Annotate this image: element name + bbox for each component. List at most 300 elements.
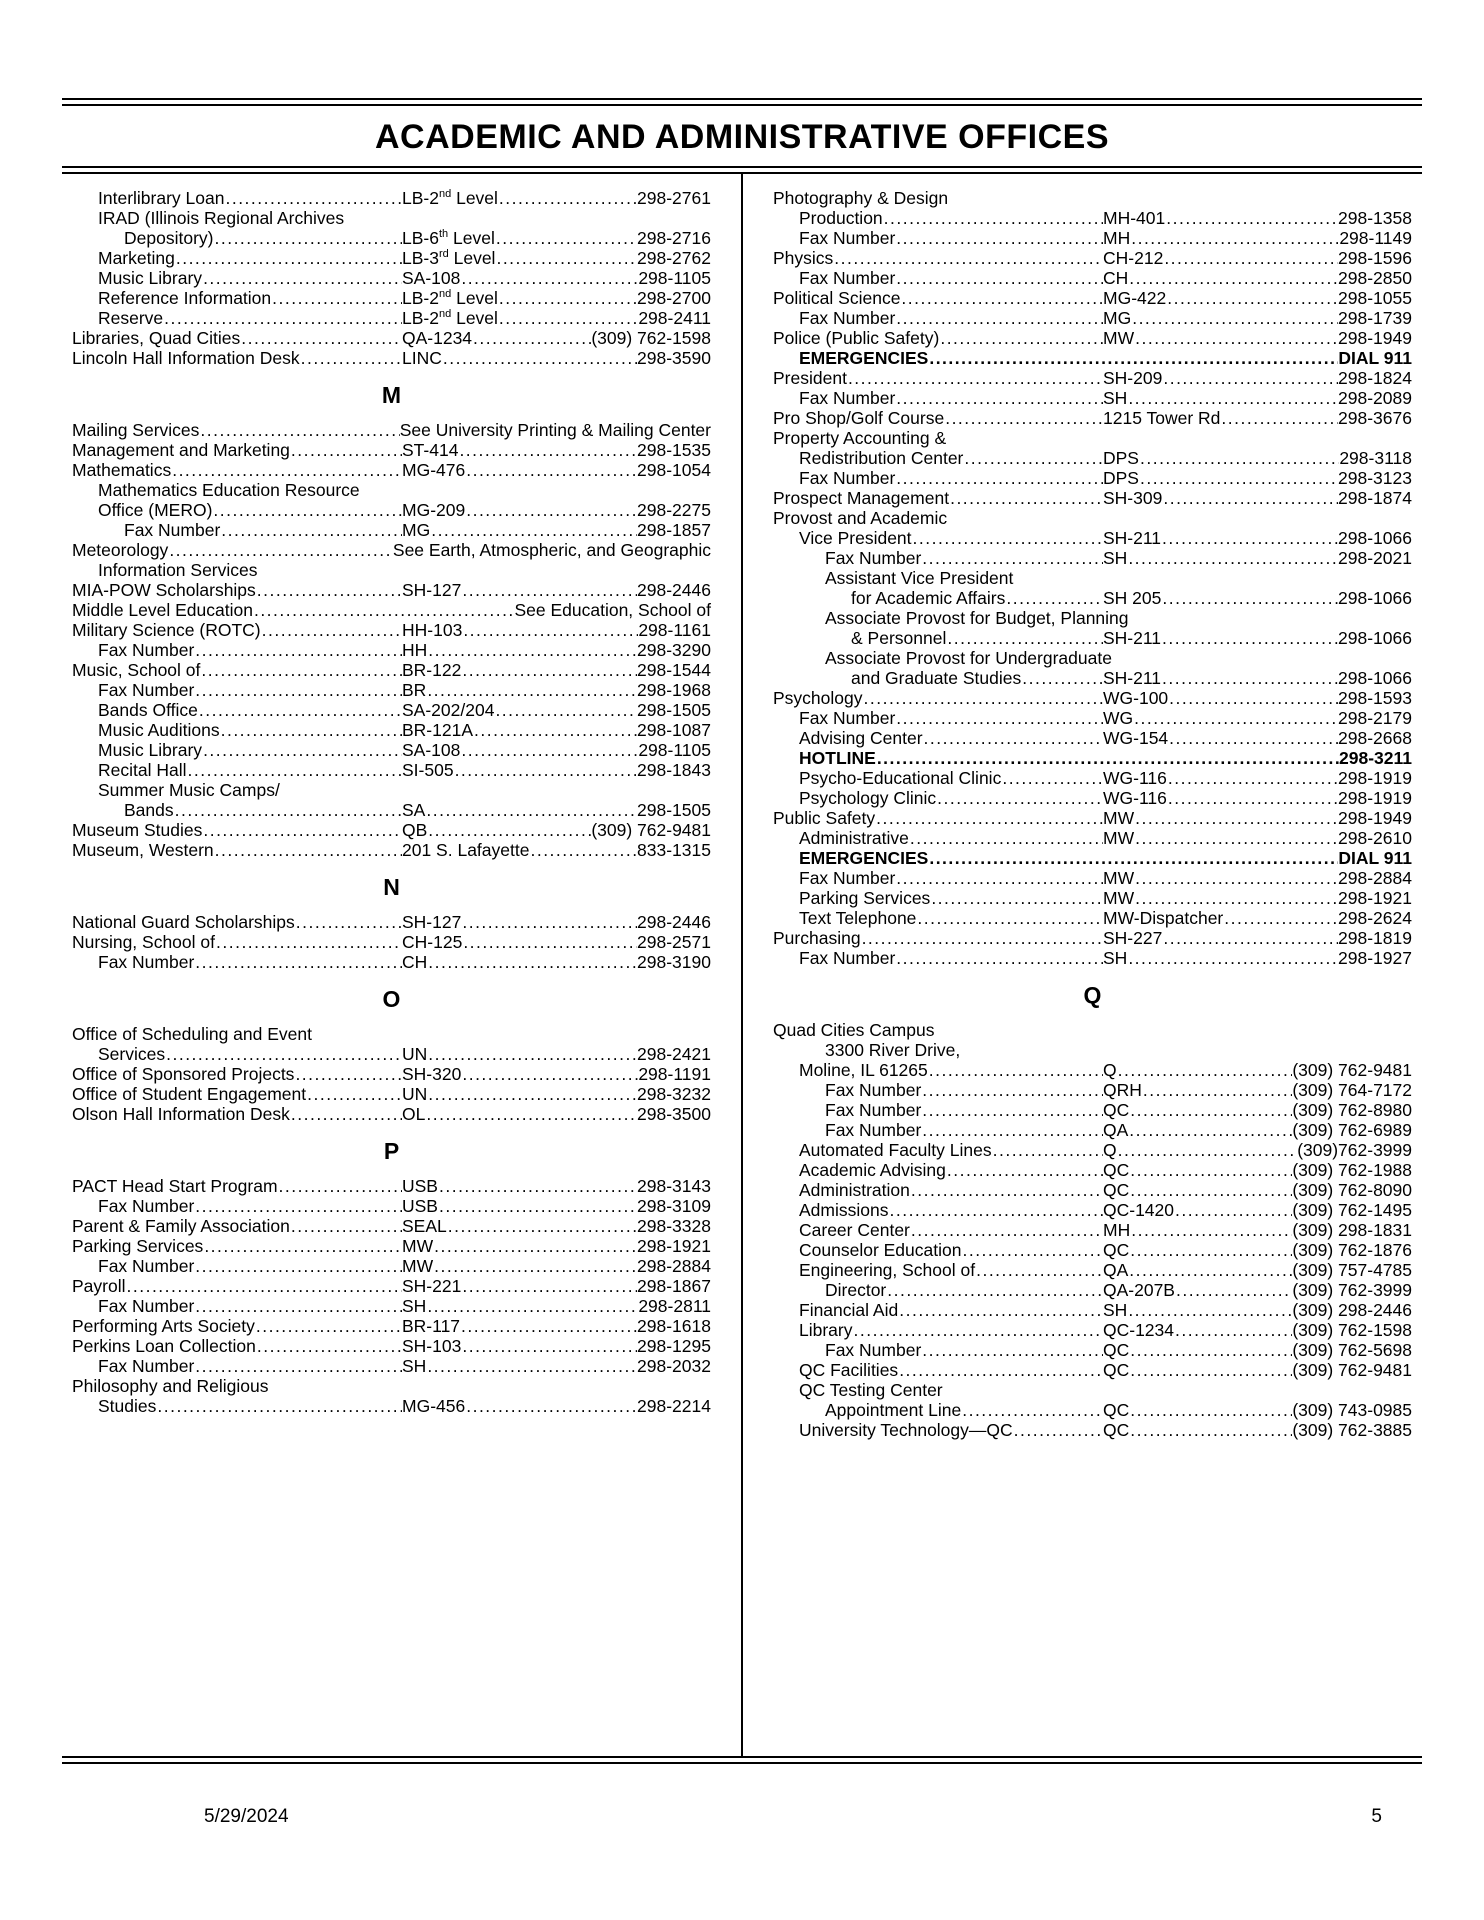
dot-leader	[198, 700, 402, 720]
directory-entry	[72, 308, 711, 328]
dot-leader	[1162, 368, 1338, 388]
entry-label: Physics	[773, 248, 834, 268]
entry-label: Redistribution Center	[799, 448, 964, 468]
title-rule	[62, 166, 1422, 174]
entry-location: SH-211	[1103, 668, 1162, 688]
dot-leader	[220, 720, 402, 740]
entry-label: Summer Music Camps/	[98, 780, 280, 800]
directory-entry	[773, 1140, 1412, 1160]
entry-phone: 298-1054	[637, 460, 711, 480]
entry-left-section	[773, 628, 1103, 648]
entry-label: Fax Number	[98, 1196, 195, 1216]
dot-leader	[454, 760, 637, 780]
entry-location: SH-221	[402, 1276, 462, 1296]
entry-location: CH	[1103, 268, 1129, 288]
directory-entry	[773, 288, 1412, 308]
entry-left-section	[72, 1336, 402, 1356]
entry-phone: 298-1105	[638, 268, 711, 288]
entry-location: MW	[1103, 888, 1135, 908]
entry-label: Psychology Clinic	[799, 788, 937, 808]
directory-entry	[773, 888, 1412, 908]
dot-leader	[498, 288, 637, 308]
entry-phone: 298-1739	[1338, 308, 1412, 328]
entry-left-section	[773, 208, 1103, 228]
entry-left-section	[72, 740, 402, 760]
entry-left-section	[773, 308, 1103, 328]
entry-location: LB-2nd Level	[402, 308, 498, 328]
dot-leader	[215, 932, 402, 952]
entry-phone: 298-1824	[1338, 368, 1412, 388]
entry-location: WG-100	[1103, 688, 1169, 708]
entry-phone: (309) 762-1876	[1292, 1240, 1412, 1260]
section-header: N	[383, 874, 400, 900]
entry-location: WG-154	[1103, 728, 1169, 748]
entry-location: QC	[1103, 1360, 1130, 1380]
entry-phone: 298-1618	[637, 1316, 711, 1336]
entry-phone: (309) 762-5698	[1292, 1340, 1412, 1360]
directory-entry	[773, 188, 1412, 208]
dot-leader	[1128, 268, 1338, 288]
entry-phone: 298-1505	[637, 800, 711, 820]
entry-location: SH-227	[1103, 928, 1163, 948]
dot-leader	[1134, 868, 1338, 888]
dot-leader	[1139, 448, 1339, 468]
entry-label: Museum, Western	[72, 840, 214, 860]
entry-location: CH-125	[402, 932, 463, 952]
directory-entry	[72, 1376, 711, 1396]
dot-leader	[1133, 708, 1338, 728]
entry-phone: 298-1087	[637, 720, 711, 740]
entry-left-section	[773, 228, 1103, 248]
entry-left-section	[773, 1280, 1103, 1300]
entry-phone: 298-3118	[1339, 448, 1412, 468]
dot-leader	[174, 800, 402, 820]
dot-leader	[427, 952, 637, 972]
dot-leader	[1130, 1220, 1292, 1240]
entry-location: SH-211	[1103, 528, 1162, 548]
directory-entry	[72, 1084, 711, 1104]
entry-label: Olson Hall Information Desk	[72, 1104, 290, 1124]
entry-label: Property Accounting &	[773, 428, 947, 448]
dot-leader	[1129, 1100, 1292, 1120]
directory-entry	[773, 668, 1412, 688]
directory-entry	[773, 1320, 1412, 1340]
directory-entry	[773, 528, 1412, 548]
section-header: P	[383, 1138, 400, 1164]
entry-location: QA-1234	[402, 328, 473, 348]
entry-location: MG-476	[402, 460, 466, 480]
directory-entry	[72, 328, 711, 348]
entry-label: Office of Scheduling and Event	[72, 1024, 312, 1044]
entry-phone: (309) 743-0985	[1292, 1400, 1412, 1420]
dot-leader	[461, 1276, 637, 1296]
dot-leader	[175, 248, 402, 268]
entry-phone: 298-1358	[1338, 208, 1412, 228]
dot-leader	[928, 348, 1338, 368]
entry-phone: 298-1857	[637, 520, 711, 540]
dot-leader	[961, 1400, 1103, 1420]
entry-location: BR	[402, 680, 427, 700]
directory-entry	[72, 460, 711, 480]
dot-leader	[1161, 588, 1338, 608]
dot-leader	[430, 520, 637, 540]
entry-left-section	[72, 460, 402, 480]
entry-label: 3300 River Drive,	[825, 1040, 961, 1060]
dot-leader	[187, 760, 403, 780]
entry-label: QC Testing Center	[799, 1380, 943, 1400]
entry-phone: 298-1066	[1338, 528, 1412, 548]
dot-leader	[1129, 1400, 1292, 1420]
entry-phone: 298-2700	[637, 288, 711, 308]
entry-label: Fax Number	[825, 548, 922, 568]
directory-entry	[773, 488, 1412, 508]
directory-entry	[72, 780, 711, 800]
directory-entry	[72, 1396, 711, 1416]
dot-leader	[425, 1104, 637, 1124]
directory-entry	[773, 208, 1412, 228]
entry-phone: 298-1819	[1338, 928, 1412, 948]
entry-left-section	[773, 728, 1103, 748]
dot-leader	[921, 1120, 1103, 1140]
dot-leader	[1167, 788, 1338, 808]
dot-leader	[847, 368, 1103, 388]
entry-label: Recital Hall	[98, 760, 187, 780]
entry-phone: 298-2811	[638, 1296, 711, 1316]
directory-entry	[72, 620, 711, 640]
dot-leader	[529, 840, 637, 860]
directory-entry	[773, 1040, 1412, 1060]
entry-phone: 298-1919	[1338, 768, 1412, 788]
entry-location: SEAL	[402, 1216, 447, 1236]
entry-left-section	[773, 808, 1103, 828]
directory-entry	[773, 1160, 1412, 1180]
dot-leader	[494, 700, 637, 720]
entry-phone: 298-2421	[637, 1044, 711, 1064]
dot-leader	[898, 1300, 1103, 1320]
dot-leader	[992, 1140, 1103, 1160]
entry-label: Public Safety	[773, 808, 876, 828]
dot-leader	[126, 1276, 403, 1296]
dot-leader	[224, 188, 402, 208]
entry-phone: 298-1919	[1338, 788, 1412, 808]
entry-location: SH	[1103, 1300, 1128, 1320]
entry-left-section	[72, 700, 402, 720]
directory-entry	[72, 640, 711, 660]
dot-leader	[883, 208, 1103, 228]
directory-entry	[72, 1356, 711, 1376]
entry-left-section	[72, 1276, 402, 1296]
entry-phone: 298-3190	[637, 952, 711, 972]
entry-location: SA	[402, 800, 426, 820]
entry-location: QC	[1103, 1180, 1130, 1200]
directory-entry	[72, 500, 711, 520]
entry-location: USB	[402, 1196, 438, 1216]
page-title: ACADEMIC AND ADMINISTRATIVE OFFICES	[374, 118, 1109, 156]
entry-phone: 298-1535	[637, 440, 711, 460]
dot-leader	[202, 740, 402, 760]
entry-label: Middle Level Education	[72, 600, 253, 620]
entry-phone: 298-2610	[1338, 828, 1412, 848]
entry-label: Meteorology	[72, 540, 169, 560]
entry-location: Q	[1103, 1060, 1117, 1080]
dot-leader	[203, 1236, 402, 1256]
directory-entry	[773, 628, 1412, 648]
entry-label: Office (MERO)	[98, 500, 213, 520]
entry-location: QA	[1103, 1120, 1129, 1140]
entry-label: Photography & Design	[773, 188, 949, 208]
entry-label: Moline, IL 61265	[799, 1060, 928, 1080]
dot-leader	[1134, 328, 1338, 348]
entry-location: QC-1420	[1103, 1200, 1175, 1220]
dot-leader	[1161, 668, 1338, 688]
entry-phone: 298-2179	[1338, 708, 1412, 728]
directory-entry	[72, 800, 711, 820]
entry-phone: 298-1867	[637, 1276, 711, 1296]
entry-left-section	[72, 912, 402, 932]
entry-phone: (309) 762-1495	[1292, 1200, 1412, 1220]
directory-entry	[773, 548, 1412, 568]
entry-phone: (309) 762-9481	[1292, 1060, 1412, 1080]
directory-entry	[72, 1236, 711, 1256]
entry-phone: 298-3109	[637, 1196, 711, 1216]
dot-leader	[156, 1396, 402, 1416]
entry-label: President	[773, 368, 847, 388]
entry-phone: 298-3500	[637, 1104, 711, 1124]
entry-left-section	[773, 248, 1103, 268]
dot-leader	[1168, 728, 1338, 748]
directory-entry	[72, 248, 711, 268]
dot-leader	[930, 888, 1103, 908]
dot-leader	[498, 308, 638, 328]
dot-leader	[888, 1200, 1103, 1220]
entry-left-section	[72, 308, 402, 328]
entry-left-section	[773, 368, 1103, 388]
dot-leader	[498, 188, 637, 208]
entry-location: MW	[1103, 328, 1135, 348]
dot-leader	[1127, 388, 1338, 408]
entry-location: MH	[1103, 1220, 1131, 1240]
entry-phone: 298-1105	[638, 740, 711, 760]
entry-phone: 298-2214	[637, 1396, 711, 1416]
entry-phone: (309) 764-7172	[1292, 1080, 1412, 1100]
entry-left-section	[72, 348, 402, 368]
entry-label: Payroll	[72, 1276, 126, 1296]
directory-entry	[72, 348, 711, 368]
dot-leader	[1129, 1360, 1292, 1380]
dot-leader	[495, 228, 637, 248]
directory-entry	[72, 420, 711, 440]
entry-label: Fax Number	[799, 228, 896, 248]
dot-leader	[936, 788, 1103, 808]
dot-leader	[202, 268, 402, 288]
entry-label: Studies	[98, 1396, 157, 1416]
directory-entry	[773, 648, 1412, 668]
entry-location: QC	[1103, 1420, 1130, 1440]
entry-left-section	[773, 448, 1103, 468]
entry-location: QC	[1103, 1340, 1130, 1360]
entry-location: SA-202/204	[402, 700, 495, 720]
directory-entry	[72, 760, 711, 780]
entry-label: Vice President	[799, 528, 912, 548]
directory-entry	[773, 308, 1412, 328]
entry-phone: 298-2884	[1338, 868, 1412, 888]
entry-location: SA-108	[402, 740, 461, 760]
dot-leader	[473, 720, 637, 740]
directory-entry	[773, 1340, 1412, 1360]
entry-phone: 298-3143	[637, 1176, 711, 1196]
top-rule	[62, 98, 1422, 106]
entry-location: SH-127	[402, 580, 462, 600]
directory-entry	[72, 540, 711, 560]
dot-leader	[458, 440, 637, 460]
directory-entry	[773, 1420, 1412, 1440]
entry-left-section	[773, 1080, 1103, 1100]
entry-location: SH	[402, 1296, 427, 1316]
entry-phone: 298-1191	[638, 1064, 711, 1084]
entry-label: Fax Number	[799, 468, 896, 488]
entry-left-section	[72, 520, 402, 540]
dot-leader	[1129, 1340, 1292, 1360]
entry-label: Fax Number	[825, 1340, 922, 1360]
entry-location: MW	[1103, 828, 1135, 848]
entry-location: BR-122	[402, 660, 462, 680]
entry-phone: 298-1161	[638, 620, 711, 640]
entry-left-section	[72, 1044, 402, 1064]
dot-leader	[256, 580, 402, 600]
entry-label: Performing Arts Society	[72, 1316, 255, 1336]
entry-phone: 298-3232	[637, 1084, 711, 1104]
entry-label: Museum Studies	[72, 820, 203, 840]
dot-leader	[253, 600, 515, 620]
dot-leader	[895, 708, 1103, 728]
entry-phone: 298-1505	[637, 700, 711, 720]
entry-phone: 298-1968	[637, 680, 711, 700]
entry-left-section	[72, 840, 402, 860]
entry-left-section	[773, 1060, 1103, 1080]
entry-left-section	[72, 1084, 402, 1104]
directory-entry	[773, 808, 1412, 828]
entry-label: Career Center	[799, 1220, 910, 1240]
entry-left-section	[773, 1300, 1103, 1320]
entry-phone: 298-2850	[1338, 268, 1412, 288]
entry-left-section	[72, 248, 402, 268]
entry-left-section	[72, 1104, 402, 1124]
entry-phone: 298-1874	[1338, 488, 1412, 508]
directory-entry	[72, 1104, 711, 1124]
dot-leader	[200, 660, 402, 680]
entry-label: Mathematics	[72, 460, 172, 480]
dot-leader	[1162, 488, 1338, 508]
entry-location: MG	[1103, 308, 1132, 328]
entry-label: Mathematics Education Resource	[98, 480, 360, 500]
directory-entry	[773, 948, 1412, 968]
entry-left-section	[72, 1296, 402, 1316]
dot-leader	[460, 1316, 637, 1336]
directory-entry	[773, 1120, 1412, 1140]
directory-entry	[72, 1196, 711, 1216]
dot-leader	[1139, 468, 1338, 488]
dot-leader	[895, 868, 1103, 888]
dot-leader	[214, 840, 402, 860]
directory-entry	[773, 388, 1412, 408]
entry-label: Fax Number	[799, 268, 896, 288]
entry-left-section	[773, 328, 1103, 348]
directory-entry	[72, 268, 711, 288]
dot-leader	[961, 1240, 1103, 1260]
entry-phone: (309) 762-1988	[1292, 1160, 1412, 1180]
entry-label: Music Auditions	[98, 720, 220, 740]
directory-entry	[72, 480, 711, 500]
dot-leader	[1134, 828, 1338, 848]
dot-leader	[1165, 208, 1338, 228]
entry-left-section	[72, 1396, 402, 1416]
entry-left-section	[72, 1256, 402, 1276]
entry-location: SH-320	[402, 1064, 462, 1084]
entry-location: SH	[1103, 388, 1128, 408]
entry-phone: 298-1949	[1338, 328, 1412, 348]
directory-entry	[773, 848, 1412, 868]
dot-leader	[853, 1320, 1104, 1340]
entry-label: Administrative	[799, 828, 909, 848]
dot-leader	[194, 640, 402, 660]
entry-location: HH-103	[402, 620, 463, 640]
directory-entry	[72, 840, 711, 860]
entry-label: University Technology—QC	[799, 1420, 1013, 1440]
entry-left-section	[773, 768, 1103, 788]
entry-label: Pro Shop/Golf Course	[773, 408, 945, 428]
entry-phone: (309) 762-3885	[1292, 1420, 1412, 1440]
dot-leader	[861, 928, 1103, 948]
entry-label: Political Science	[773, 288, 901, 308]
dot-leader	[1223, 908, 1338, 928]
dot-leader	[290, 1216, 402, 1236]
dot-leader	[944, 408, 1103, 428]
entry-phone: (309) 757-4785	[1292, 1260, 1412, 1280]
entry-label: Director	[825, 1280, 887, 1300]
directory-entry	[773, 1180, 1412, 1200]
directory-entry	[773, 248, 1412, 268]
entry-location: UN	[402, 1044, 428, 1064]
entry-location: MG-422	[1103, 288, 1167, 308]
entry-label: Philosophy and Religious	[72, 1376, 269, 1396]
entry-left-section	[773, 1220, 1103, 1240]
dot-leader	[427, 1084, 637, 1104]
directory-entry	[773, 728, 1412, 748]
dot-leader	[1163, 248, 1338, 268]
directory-entry	[773, 828, 1412, 848]
entry-phone: 298-2716	[637, 228, 711, 248]
directory-entry	[773, 608, 1412, 628]
directory-entry	[773, 588, 1412, 608]
entry-left-section	[72, 1064, 402, 1084]
entry-phone: 298-2571	[637, 932, 711, 952]
entry-phone: 298-3211	[1339, 748, 1412, 768]
dot-leader	[921, 1340, 1103, 1360]
entry-left-section	[773, 1100, 1103, 1120]
dot-leader	[1162, 928, 1338, 948]
directory-entry	[72, 1176, 711, 1196]
entry-left-section	[72, 288, 402, 308]
entry-left-section	[72, 932, 402, 952]
entry-phone: (309) 298-2446	[1292, 1300, 1412, 1320]
entry-phone: 298-2884	[637, 1256, 711, 1276]
entry-location: BR-121A	[402, 720, 474, 740]
entry-phone: 298-1055	[1338, 288, 1412, 308]
entry-location: QRH	[1103, 1080, 1142, 1100]
entry-left-section	[773, 1420, 1103, 1440]
dot-leader	[438, 1196, 637, 1216]
entry-location: ST-414	[402, 440, 459, 460]
